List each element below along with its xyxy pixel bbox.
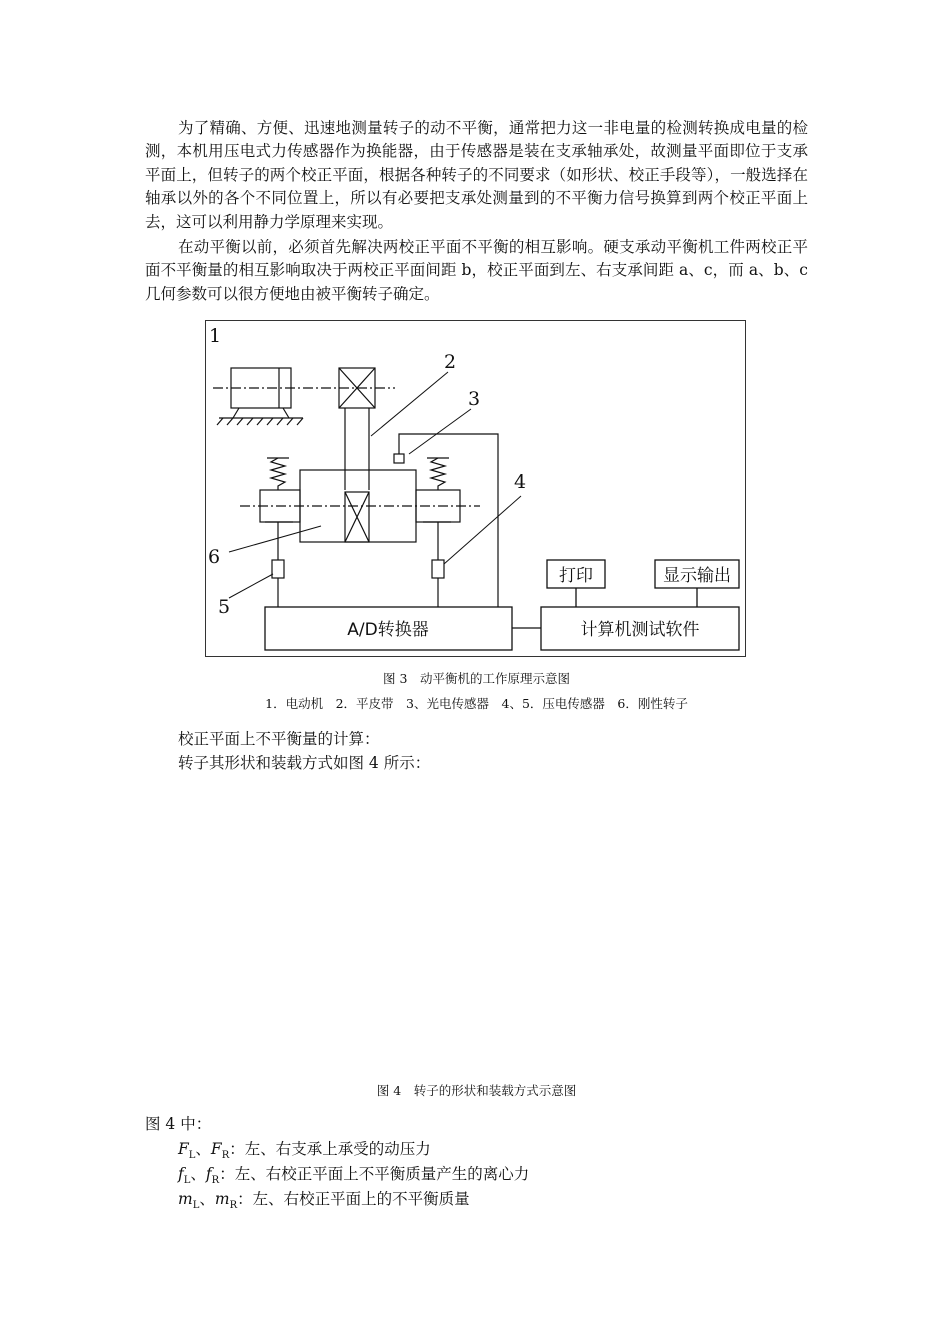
note-item: $f_L$、$f_R$：左、右校正平面上不平衡质量产生的离心力 — [178, 1165, 530, 1187]
note-item: $m_L$、$m_R$：左、右校正平面上的不平衡质量 — [178, 1190, 470, 1212]
label-6: 6 — [208, 546, 221, 568]
label-3: 3 — [468, 388, 481, 410]
label-2: 2 — [444, 351, 457, 373]
section-line-2: 转子其形状和装载方式如图 4 所示： — [178, 754, 431, 772]
label-5: 5 — [218, 596, 231, 618]
ad-converter-label: A/D转换器 — [347, 620, 429, 640]
label-1: 1 — [209, 325, 222, 347]
paragraph-2: 在动平衡以前，必须首先解决两校正平面不平衡的相互影响。硬支承动平衡机工件两校正平面不平衡量的相互影响取决于两校正平面间距 b，校正平面到左、右支承间距 a、c，而 a、b、c 几何参数可以很方便地由被平衡转子确定。 — [145, 238, 808, 303]
display-label: 显示输出 — [663, 566, 731, 586]
notes-heading: 图 4 中： — [145, 1115, 212, 1133]
paragraph-1: 为了精确、方便、迅速地测量转子的动不平衡，通常把力这一非电量的检测转换成电量的检测，本机用压电式力传感器作为换能器，由于传感器是装在支承轴承处，故测量平面即位于支承平面上，但转子的两个校正平面，根据各种转子的不同要求（如形状、校正手段等），一般选择在轴承以外的各个不同位置上，所以有必要把支承处测量到的不平衡力信号换算到两个校正平面上去，这可以利用静力学原理来实现。 — [145, 119, 808, 231]
print-label: 打印 — [559, 566, 593, 586]
figure-4-caption: 图 4 转子的形状和装载方式示意图 — [376, 1083, 577, 1098]
figure-3-caption: 图 3 动平衡机的工作原理示意图 — [383, 671, 570, 686]
software-label: 计算机测试软件 — [580, 620, 700, 640]
note-item: $F_L$、$F_R$：左、右支承上承受的动压力 — [178, 1140, 431, 1162]
figure-4-placeholder — [145, 780, 808, 1070]
figure-3 — [205, 320, 746, 657]
section-line-1: 校正平面上不平衡量的计算： — [178, 730, 380, 748]
label-4: 4 — [514, 471, 527, 493]
figure-3-legend: 1．电动机 2．平皮带 3、光电传感器 4、5．压电传感器 6．刚性转子 — [265, 696, 688, 711]
